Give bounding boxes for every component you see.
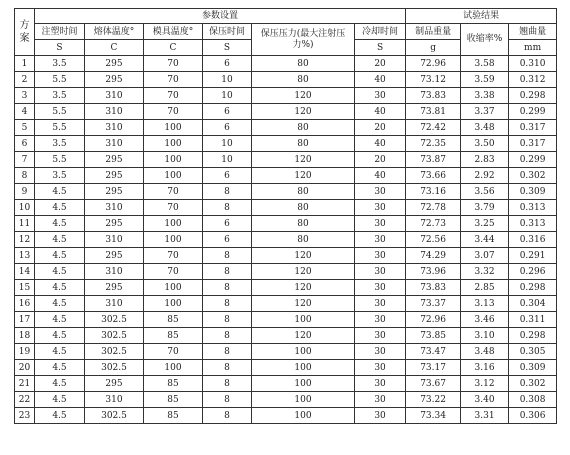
- cell-part-weight: 72.73: [406, 216, 461, 232]
- cell-hold-time: 10: [203, 72, 252, 88]
- cell-cooling-time: 20: [355, 56, 406, 72]
- cell-melt-temp: 295: [85, 168, 144, 184]
- cell-mold-temp: 70: [144, 72, 203, 88]
- table-row: [15, 392, 557, 408]
- cell-injection-time: 4.5: [35, 216, 85, 232]
- cell-part-weight: 73.81: [406, 104, 461, 120]
- cell-warpage: 0.299: [509, 152, 557, 168]
- table-row: [15, 376, 557, 392]
- col-header-hold-pressure: 保压压力(最大注射压力%): [252, 24, 355, 56]
- cell-cooling-time: 30: [355, 408, 406, 424]
- cell-shrinkage: 2.83: [461, 152, 509, 168]
- table-row: [15, 248, 557, 264]
- cell-warpage: 0.313: [509, 216, 557, 232]
- cell-cooling-time: 30: [355, 344, 406, 360]
- table-row: [15, 184, 557, 200]
- col-header-melt-temp: 熔体温度°: [85, 24, 144, 40]
- cell-warpage: 0.317: [509, 120, 557, 136]
- cell-cooling-time: 40: [355, 72, 406, 88]
- cell-part-weight: 72.42: [406, 120, 461, 136]
- cell-mold-temp: 70: [144, 344, 203, 360]
- cell-hold-time: 8: [203, 328, 252, 344]
- col-header-cooling-time: 冷却时间: [355, 24, 406, 40]
- cell-warpage: 0.316: [509, 232, 557, 248]
- cell-scheme-no: 14: [15, 264, 35, 280]
- cell-hold-time: 6: [203, 104, 252, 120]
- cell-mold-temp: 70: [144, 200, 203, 216]
- cell-warpage: 0.311: [509, 312, 557, 328]
- cell-mold-temp: 100: [144, 232, 203, 248]
- table-row: [15, 104, 557, 120]
- cell-part-weight: 73.16: [406, 184, 461, 200]
- col-header-warpage: 翘曲量: [509, 24, 557, 40]
- cell-injection-time: 3.5: [35, 136, 85, 152]
- cell-melt-temp: 302.5: [85, 360, 144, 376]
- cell-mold-temp: 100: [144, 120, 203, 136]
- cell-shrinkage: 3.25: [461, 216, 509, 232]
- cell-mold-temp: 85: [144, 328, 203, 344]
- cell-cooling-time: 30: [355, 312, 406, 328]
- cell-warpage: 0.302: [509, 376, 557, 392]
- cell-warpage: 0.291: [509, 248, 557, 264]
- table-row: [15, 56, 557, 72]
- cell-hold-time: 8: [203, 248, 252, 264]
- cell-part-weight: 73.96: [406, 264, 461, 280]
- cell-injection-time: 4.5: [35, 232, 85, 248]
- cell-melt-temp: 310: [85, 296, 144, 312]
- table-row: [15, 360, 557, 376]
- cell-part-weight: 73.37: [406, 296, 461, 312]
- col-header-mold-temp: 模具温度°: [144, 24, 203, 40]
- cell-scheme-no: 12: [15, 232, 35, 248]
- cell-warpage: 0.298: [509, 280, 557, 296]
- cell-shrinkage: 2.85: [461, 280, 509, 296]
- cell-warpage: 0.306: [509, 408, 557, 424]
- cell-melt-temp: 310: [85, 104, 144, 120]
- cell-mold-temp: 70: [144, 104, 203, 120]
- cell-hold-time: 6: [203, 168, 252, 184]
- cell-hold-pressure: 120: [252, 280, 355, 296]
- cell-cooling-time: 30: [355, 264, 406, 280]
- cell-mold-temp: 100: [144, 152, 203, 168]
- cell-hold-pressure: 80: [252, 200, 355, 216]
- cell-hold-time: 8: [203, 344, 252, 360]
- col-header-shrinkage: 收缩率%: [461, 24, 509, 56]
- cell-cooling-time: 30: [355, 328, 406, 344]
- cell-melt-temp: 295: [85, 376, 144, 392]
- unit-cooling-time: S: [355, 40, 406, 56]
- cell-cooling-time: 30: [355, 88, 406, 104]
- cell-warpage: 0.308: [509, 392, 557, 408]
- table-row: [15, 296, 557, 312]
- results-group-header: 试验结果: [406, 9, 557, 24]
- cell-injection-time: 4.5: [35, 408, 85, 424]
- cell-shrinkage: 3.10: [461, 328, 509, 344]
- cell-part-weight: 72.56: [406, 232, 461, 248]
- table-row: [15, 408, 557, 424]
- cell-melt-temp: 310: [85, 136, 144, 152]
- unit-mold-temp: C: [144, 40, 203, 56]
- cell-cooling-time: 40: [355, 104, 406, 120]
- cell-warpage: 0.304: [509, 296, 557, 312]
- unit-part-weight: g: [406, 40, 461, 56]
- cell-shrinkage: 3.46: [461, 312, 509, 328]
- col-header-part-weight: 制品重量: [406, 24, 461, 40]
- cell-melt-temp: 295: [85, 56, 144, 72]
- table-row: [15, 264, 557, 280]
- cell-melt-temp: 310: [85, 88, 144, 104]
- cell-hold-pressure: 80: [252, 136, 355, 152]
- cell-scheme-no: 6: [15, 136, 35, 152]
- cell-hold-pressure: 80: [252, 216, 355, 232]
- cell-hold-time: 6: [203, 56, 252, 72]
- cell-hold-time: 8: [203, 376, 252, 392]
- table-row: [15, 344, 557, 360]
- cell-hold-pressure: 120: [252, 104, 355, 120]
- cell-injection-time: 4.5: [35, 200, 85, 216]
- cell-hold-time: 6: [203, 120, 252, 136]
- cell-warpage: 0.298: [509, 88, 557, 104]
- cell-warpage: 0.298: [509, 328, 557, 344]
- cell-hold-pressure: 100: [252, 360, 355, 376]
- cell-shrinkage: 3.07: [461, 248, 509, 264]
- cell-hold-pressure: 100: [252, 344, 355, 360]
- cell-warpage: 0.310: [509, 56, 557, 72]
- cell-hold-pressure: 120: [252, 328, 355, 344]
- cell-melt-temp: 302.5: [85, 344, 144, 360]
- table-row: [15, 168, 557, 184]
- cell-part-weight: 72.96: [406, 312, 461, 328]
- cell-mold-temp: 70: [144, 184, 203, 200]
- cell-hold-time: 6: [203, 216, 252, 232]
- cell-cooling-time: 30: [355, 280, 406, 296]
- cell-part-weight: 73.87: [406, 152, 461, 168]
- cell-hold-pressure: 120: [252, 168, 355, 184]
- cell-melt-temp: 302.5: [85, 328, 144, 344]
- cell-melt-temp: 295: [85, 280, 144, 296]
- cell-shrinkage: 3.31: [461, 408, 509, 424]
- cell-hold-time: 8: [203, 264, 252, 280]
- table-row: [15, 200, 557, 216]
- cell-melt-temp: 295: [85, 72, 144, 88]
- scheme-header: 方 案: [15, 9, 35, 56]
- cell-mold-temp: 100: [144, 136, 203, 152]
- cell-mold-temp: 100: [144, 280, 203, 296]
- cell-part-weight: 73.83: [406, 88, 461, 104]
- cell-scheme-no: 1: [15, 56, 35, 72]
- cell-injection-time: 4.5: [35, 280, 85, 296]
- cell-shrinkage: 3.56: [461, 184, 509, 200]
- cell-hold-pressure: 100: [252, 312, 355, 328]
- cell-shrinkage: 3.48: [461, 120, 509, 136]
- cell-scheme-no: 11: [15, 216, 35, 232]
- params-group-header: 参数设置: [35, 9, 406, 24]
- cell-scheme-no: 7: [15, 152, 35, 168]
- table-row: [15, 216, 557, 232]
- cell-cooling-time: 40: [355, 168, 406, 184]
- cell-cooling-time: 30: [355, 216, 406, 232]
- cell-hold-time: 8: [203, 184, 252, 200]
- cell-cooling-time: 30: [355, 360, 406, 376]
- cell-injection-time: 4.5: [35, 376, 85, 392]
- cell-warpage: 0.313: [509, 200, 557, 216]
- cell-hold-pressure: 120: [252, 248, 355, 264]
- cell-scheme-no: 20: [15, 360, 35, 376]
- cell-mold-temp: 85: [144, 408, 203, 424]
- cell-shrinkage: 2.92: [461, 168, 509, 184]
- cell-hold-time: 8: [203, 200, 252, 216]
- col-header-injection-time: 注塑时间: [35, 24, 85, 40]
- cell-mold-temp: 85: [144, 392, 203, 408]
- cell-part-weight: 73.34: [406, 408, 461, 424]
- cell-shrinkage: 3.79: [461, 200, 509, 216]
- cell-scheme-no: 10: [15, 200, 35, 216]
- cell-mold-temp: 85: [144, 376, 203, 392]
- cell-injection-time: 4.5: [35, 296, 85, 312]
- cell-hold-pressure: 100: [252, 392, 355, 408]
- cell-part-weight: 73.66: [406, 168, 461, 184]
- cell-hold-pressure: 80: [252, 184, 355, 200]
- cell-shrinkage: 3.59: [461, 72, 509, 88]
- experiment-table-container: [14, 8, 557, 424]
- cell-injection-time: 5.5: [35, 152, 85, 168]
- table-row: [15, 120, 557, 136]
- cell-cooling-time: 30: [355, 232, 406, 248]
- table-row: [15, 280, 557, 296]
- cell-hold-pressure: 120: [252, 152, 355, 168]
- cell-mold-temp: 70: [144, 88, 203, 104]
- cell-injection-time: 4.5: [35, 392, 85, 408]
- cell-mold-temp: 100: [144, 360, 203, 376]
- table-row: [15, 328, 557, 344]
- cell-scheme-no: 23: [15, 408, 35, 424]
- table-row: [15, 312, 557, 328]
- cell-shrinkage: 3.38: [461, 88, 509, 104]
- table-row: [15, 88, 557, 104]
- cell-scheme-no: 2: [15, 72, 35, 88]
- cell-part-weight: 73.47: [406, 344, 461, 360]
- cell-melt-temp: 302.5: [85, 312, 144, 328]
- cell-injection-time: 5.5: [35, 72, 85, 88]
- unit-warpage: mm: [509, 40, 557, 56]
- cell-hold-time: 10: [203, 136, 252, 152]
- cell-scheme-no: 8: [15, 168, 35, 184]
- cell-hold-time: 6: [203, 232, 252, 248]
- table-row: [15, 232, 557, 248]
- cell-mold-temp: 85: [144, 312, 203, 328]
- cell-injection-time: 5.5: [35, 120, 85, 136]
- cell-melt-temp: 295: [85, 152, 144, 168]
- cell-injection-time: 4.5: [35, 328, 85, 344]
- cell-shrinkage: 3.12: [461, 376, 509, 392]
- cell-part-weight: 73.17: [406, 360, 461, 376]
- cell-shrinkage: 3.13: [461, 296, 509, 312]
- cell-scheme-no: 3: [15, 88, 35, 104]
- experiment-table: [14, 8, 557, 424]
- cell-melt-temp: 295: [85, 248, 144, 264]
- cell-scheme-no: 15: [15, 280, 35, 296]
- cell-mold-temp: 100: [144, 296, 203, 312]
- cell-mold-temp: 100: [144, 216, 203, 232]
- cell-injection-time: 4.5: [35, 264, 85, 280]
- header-row-names: [15, 24, 557, 40]
- cell-melt-temp: 295: [85, 184, 144, 200]
- cell-shrinkage: 3.37: [461, 104, 509, 120]
- cell-part-weight: 73.67: [406, 376, 461, 392]
- cell-warpage: 0.309: [509, 360, 557, 376]
- cell-hold-time: 8: [203, 408, 252, 424]
- cell-part-weight: 74.29: [406, 248, 461, 264]
- cell-melt-temp: 310: [85, 120, 144, 136]
- cell-mold-temp: 100: [144, 168, 203, 184]
- cell-warpage: 0.312: [509, 72, 557, 88]
- cell-melt-temp: 310: [85, 232, 144, 248]
- cell-shrinkage: 3.32: [461, 264, 509, 280]
- cell-part-weight: 72.96: [406, 56, 461, 72]
- cell-mold-temp: 70: [144, 56, 203, 72]
- cell-cooling-time: 20: [355, 152, 406, 168]
- cell-shrinkage: 3.44: [461, 232, 509, 248]
- unit-melt-temp: C: [85, 40, 144, 56]
- cell-scheme-no: 18: [15, 328, 35, 344]
- cell-hold-pressure: 120: [252, 264, 355, 280]
- cell-hold-time: 8: [203, 296, 252, 312]
- cell-injection-time: 3.5: [35, 88, 85, 104]
- cell-melt-temp: 302.5: [85, 408, 144, 424]
- cell-melt-temp: 310: [85, 200, 144, 216]
- cell-part-weight: 73.22: [406, 392, 461, 408]
- cell-hold-time: 8: [203, 392, 252, 408]
- cell-melt-temp: 310: [85, 392, 144, 408]
- cell-shrinkage: 3.40: [461, 392, 509, 408]
- cell-warpage: 0.305: [509, 344, 557, 360]
- cell-part-weight: 72.78: [406, 200, 461, 216]
- table-body: [15, 56, 557, 424]
- cell-part-weight: 72.35: [406, 136, 461, 152]
- cell-cooling-time: 30: [355, 296, 406, 312]
- cell-warpage: 0.309: [509, 184, 557, 200]
- cell-hold-pressure: 80: [252, 120, 355, 136]
- table-row: [15, 72, 557, 88]
- cell-hold-pressure: 100: [252, 408, 355, 424]
- cell-shrinkage: 3.58: [461, 56, 509, 72]
- cell-scheme-no: 19: [15, 344, 35, 360]
- cell-hold-time: 8: [203, 312, 252, 328]
- cell-warpage: 0.302: [509, 168, 557, 184]
- cell-mold-temp: 70: [144, 264, 203, 280]
- cell-shrinkage: 3.50: [461, 136, 509, 152]
- cell-scheme-no: 22: [15, 392, 35, 408]
- cell-injection-time: 3.5: [35, 56, 85, 72]
- cell-warpage: 0.317: [509, 136, 557, 152]
- cell-hold-time: 8: [203, 280, 252, 296]
- cell-scheme-no: 13: [15, 248, 35, 264]
- cell-part-weight: 73.83: [406, 280, 461, 296]
- cell-part-weight: 73.85: [406, 328, 461, 344]
- cell-hold-time: 10: [203, 152, 252, 168]
- cell-hold-time: 10: [203, 88, 252, 104]
- unit-injection-time: S: [35, 40, 85, 56]
- cell-hold-pressure: 80: [252, 232, 355, 248]
- cell-hold-pressure: 80: [252, 56, 355, 72]
- cell-injection-time: 5.5: [35, 104, 85, 120]
- cell-scheme-no: 5: [15, 120, 35, 136]
- cell-injection-time: 4.5: [35, 344, 85, 360]
- cell-hold-pressure: 100: [252, 376, 355, 392]
- cell-scheme-no: 4: [15, 104, 35, 120]
- cell-shrinkage: 3.48: [461, 344, 509, 360]
- cell-hold-time: 8: [203, 360, 252, 376]
- cell-hold-pressure: 120: [252, 88, 355, 104]
- cell-melt-temp: 295: [85, 216, 144, 232]
- cell-injection-time: 3.5: [35, 168, 85, 184]
- cell-injection-time: 4.5: [35, 360, 85, 376]
- cell-cooling-time: 30: [355, 248, 406, 264]
- cell-injection-time: 4.5: [35, 184, 85, 200]
- cell-scheme-no: 16: [15, 296, 35, 312]
- header-row-groups: [15, 9, 557, 24]
- cell-part-weight: 73.12: [406, 72, 461, 88]
- cell-hold-pressure: 120: [252, 296, 355, 312]
- cell-melt-temp: 310: [85, 264, 144, 280]
- cell-injection-time: 4.5: [35, 248, 85, 264]
- cell-cooling-time: 30: [355, 184, 406, 200]
- cell-scheme-no: 9: [15, 184, 35, 200]
- cell-warpage: 0.299: [509, 104, 557, 120]
- unit-hold-time: S: [203, 40, 252, 56]
- cell-hold-pressure: 80: [252, 72, 355, 88]
- cell-warpage: 0.296: [509, 264, 557, 280]
- cell-scheme-no: 21: [15, 376, 35, 392]
- table-row: [15, 136, 557, 152]
- col-header-hold-time: 保压时间: [203, 24, 252, 40]
- cell-cooling-time: 20: [355, 120, 406, 136]
- cell-mold-temp: 70: [144, 248, 203, 264]
- cell-cooling-time: 30: [355, 376, 406, 392]
- table-row: [15, 152, 557, 168]
- cell-scheme-no: 17: [15, 312, 35, 328]
- cell-cooling-time: 30: [355, 392, 406, 408]
- cell-cooling-time: 30: [355, 200, 406, 216]
- cell-cooling-time: 40: [355, 136, 406, 152]
- cell-shrinkage: 3.16: [461, 360, 509, 376]
- cell-injection-time: 4.5: [35, 312, 85, 328]
